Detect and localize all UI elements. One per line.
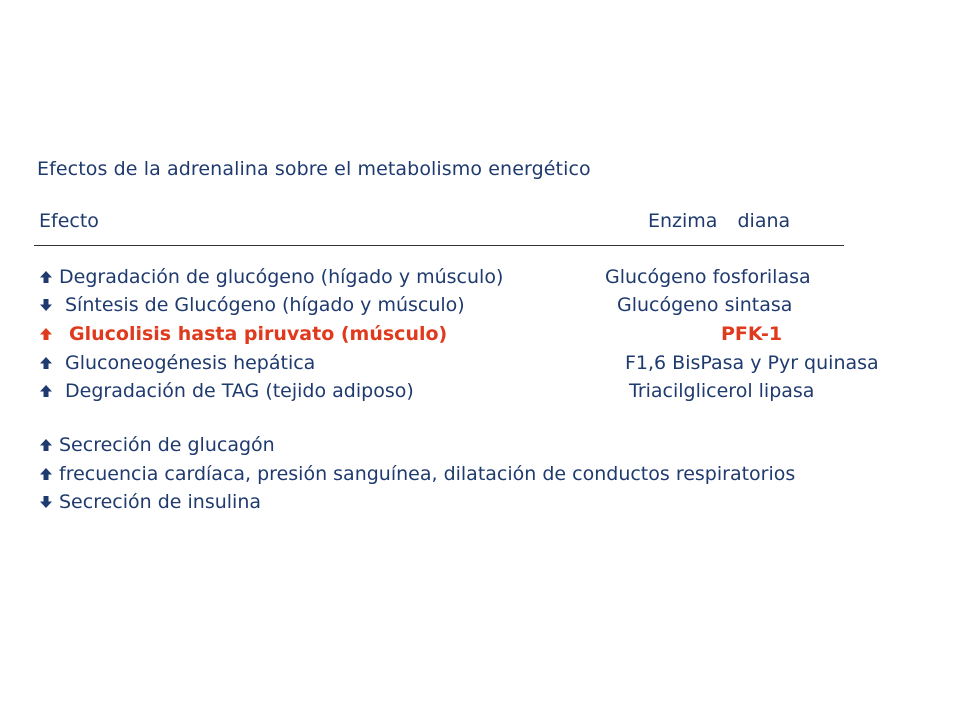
arrow-up-icon <box>39 270 53 284</box>
effect-text: Secreción de insulina <box>59 491 262 513</box>
effect-text: Secreción de glucagón <box>59 434 275 456</box>
effect-text: Degradación de glucógeno (hígado y músculo) <box>59 266 504 288</box>
enzyme-text: Triacilglicerol lipasa <box>629 380 815 402</box>
arrow-down-icon <box>39 298 53 312</box>
enzyme-text: PFK-1 <box>721 323 783 345</box>
arrow-up-icon <box>39 467 53 481</box>
slide-title: Efectos de la adrenalina sobre el metabolismo energético <box>37 158 591 180</box>
enzyme-text: F1,6 BisPasa y Pyr quinasa <box>625 352 879 374</box>
column-header-effect: Efecto <box>39 210 99 232</box>
effect-text: Síntesis de Glucógeno (hígado y músculo) <box>65 294 465 316</box>
arrow-down-icon <box>39 495 53 509</box>
column-header-enzyme: Enzima diana <box>648 210 791 232</box>
effect-text: Degradación de TAG (tejido adiposo) <box>65 380 414 402</box>
arrow-up-icon <box>39 438 53 452</box>
effect-text: Gluconeogénesis hepática <box>65 352 316 374</box>
enzyme-text: Glucógeno fosforilasa <box>605 266 811 288</box>
arrow-up-icon <box>39 384 53 398</box>
effect-text: frecuencia cardíaca, presión sanguínea, dilatación de conductos respiratorios <box>59 463 796 485</box>
arrow-up-icon <box>39 327 53 341</box>
arrow-up-icon <box>39 356 53 370</box>
effect-text: Glucolisis hasta piruvato (músculo) <box>69 323 448 345</box>
header-divider <box>34 245 844 246</box>
enzyme-text: Glucógeno sintasa <box>617 294 793 316</box>
